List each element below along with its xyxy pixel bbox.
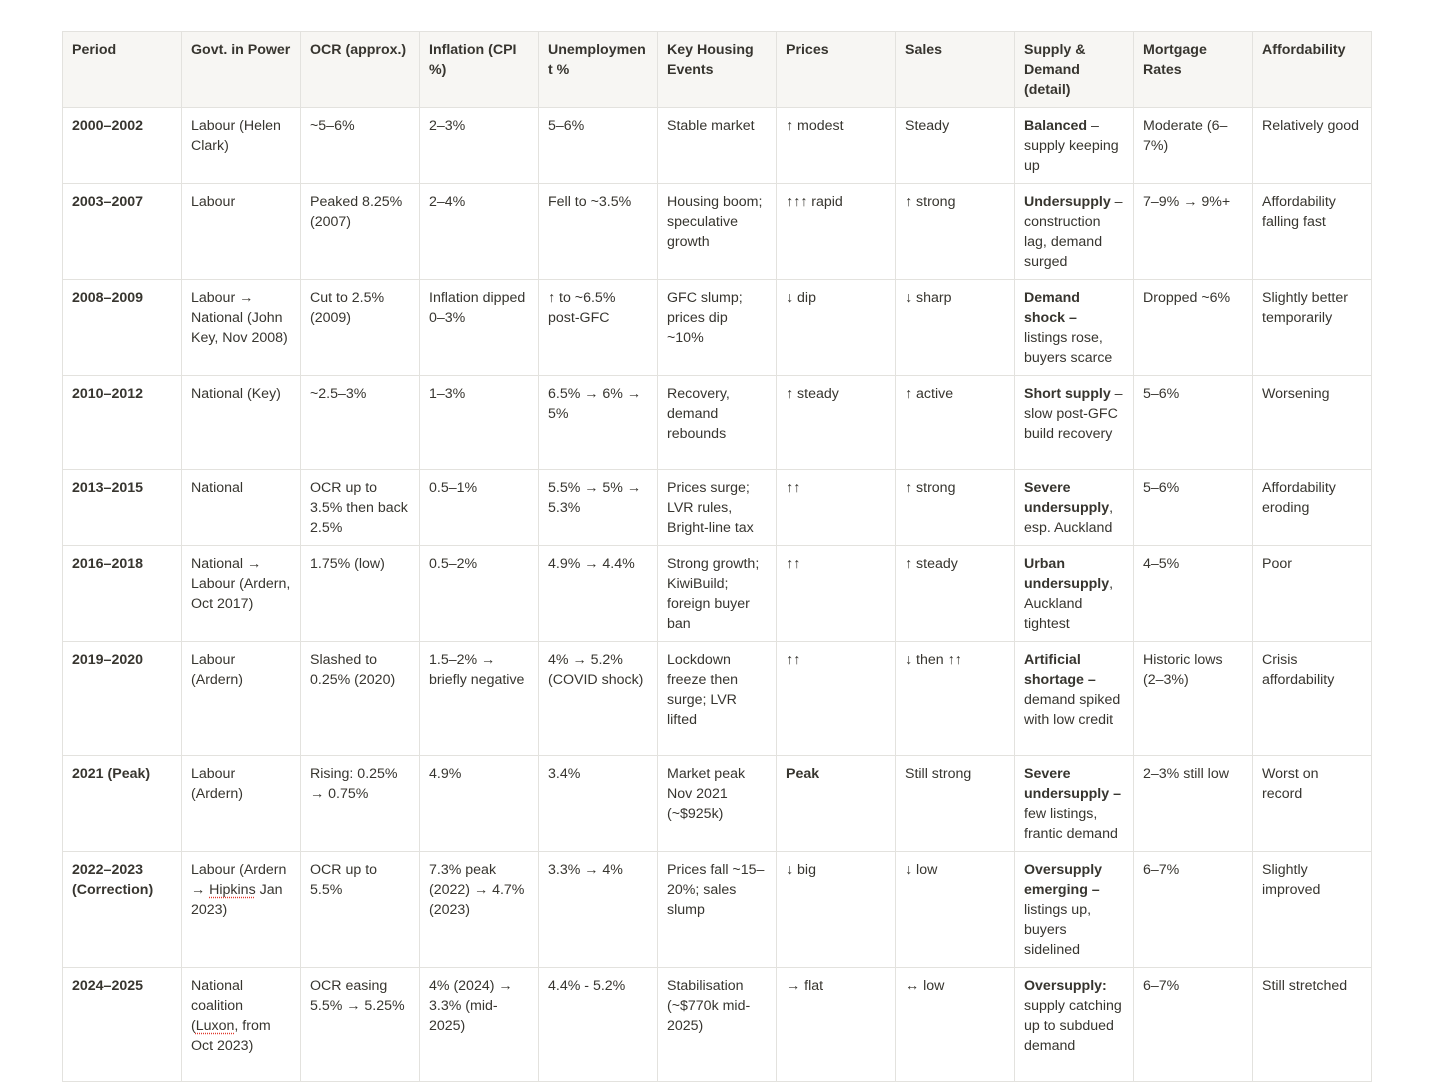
supply-detail-text: – construction lag, demand surged xyxy=(1024,194,1123,270)
cell-events: Housing boom; speculative growth xyxy=(658,184,777,280)
cell-inflation: 2–3% xyxy=(420,108,539,184)
cell-inflation: Inflation dipped 0–3% xyxy=(420,280,539,376)
supply-bold-text: Demand shock – xyxy=(1024,290,1080,326)
header-inflation: Inflation (CPI %) xyxy=(420,32,539,108)
cell-prices: ↑ modest xyxy=(777,108,896,184)
cell-events: GFC slump; prices dip ~10% xyxy=(658,280,777,376)
supply-detail-text: few listings, frantic demand xyxy=(1024,806,1118,842)
header-events: Key Housing Events xyxy=(658,32,777,108)
cell-sales: Still strong xyxy=(896,756,1015,852)
cell-ocr: ~2.5–3% xyxy=(301,376,420,470)
cell-events: Stable market xyxy=(658,108,777,184)
cell-affordability: Worst on record xyxy=(1253,756,1372,852)
supply-bold-text: Oversupply: xyxy=(1024,978,1107,994)
supply-detail-text: supply catching up to subdued demand xyxy=(1024,998,1122,1054)
cell-sales: ↓ sharp xyxy=(896,280,1015,376)
cell-govt: Labour (Ardern) xyxy=(182,756,301,852)
cell-period: 2000–2002 xyxy=(63,108,182,184)
cell-supply-demand xyxy=(1015,756,1134,852)
housing-table-container xyxy=(62,31,1372,1082)
cell-prices: → flat xyxy=(777,968,896,1082)
supply-detail-text: listings rose, buyers scarce xyxy=(1024,330,1113,366)
housing-history-table xyxy=(62,31,1372,1082)
cell-sales: ↑ strong xyxy=(896,470,1015,546)
cell-supply-demand xyxy=(1015,376,1134,470)
table-row xyxy=(63,642,1372,756)
cell-affordability: Affordability eroding xyxy=(1253,470,1372,546)
cell-prices: ↑↑↑ rapid xyxy=(777,184,896,280)
cell-supply-demand xyxy=(1015,852,1134,968)
cell-ocr: Cut to 2.5% (2009) xyxy=(301,280,420,376)
cell-mortgage: 6–7% xyxy=(1134,852,1253,968)
cell-mortgage: 5–6% xyxy=(1134,470,1253,546)
cell-ocr: Rising: 0.25% → 0.75% xyxy=(301,756,420,852)
cell-events: Strong growth; KiwiBuild; foreign buyer ban xyxy=(658,546,777,642)
cell-inflation: 4% (2024) → 3.3% (mid-2025) xyxy=(420,968,539,1082)
cell-unemployment: 3.4% xyxy=(539,756,658,852)
supply-detail-text: , esp. Auckland xyxy=(1024,500,1114,536)
cell-affordability: Still stretched xyxy=(1253,968,1372,1082)
table-row xyxy=(63,470,1372,546)
cell-unemployment: ↑ to ~6.5% post-GFC xyxy=(539,280,658,376)
cell-period: 2008–2009 xyxy=(63,280,182,376)
cell-affordability: Affordability falling fast xyxy=(1253,184,1372,280)
cell-govt: Labour xyxy=(182,184,301,280)
cell-inflation: 0.5–1% xyxy=(420,470,539,546)
cell-govt xyxy=(182,968,301,1082)
cell-unemployment: Fell to ~3.5% xyxy=(539,184,658,280)
cell-events: Prices fall ~15–20%; sales slump xyxy=(658,852,777,968)
cell-mortgage: Historic lows (2–3%) xyxy=(1134,642,1253,756)
cell-sales: ↑ strong xyxy=(896,184,1015,280)
cell-prices xyxy=(777,756,896,852)
cell-sales: ↔ low xyxy=(896,968,1015,1082)
cell-supply-demand xyxy=(1015,968,1134,1082)
cell-affordability: Relatively good xyxy=(1253,108,1372,184)
cell-mortgage: 5–6% xyxy=(1134,376,1253,470)
table-row xyxy=(63,546,1372,642)
header-ocr: OCR (approx.) xyxy=(301,32,420,108)
cell-inflation: 1.5–2% → briefly negative xyxy=(420,642,539,756)
header-supply-demand: Supply & Demand (detail) xyxy=(1015,32,1134,108)
cell-period: 2019–2020 xyxy=(63,642,182,756)
supply-bold-text: Oversupply emerging – xyxy=(1024,862,1103,898)
cell-ocr: OCR up to 3.5% then back 2.5% xyxy=(301,470,420,546)
table-row xyxy=(63,108,1372,184)
supply-bold-text: Urban undersupply xyxy=(1024,556,1110,592)
cell-affordability: Slightly better temporarily xyxy=(1253,280,1372,376)
table-header-row xyxy=(63,32,1372,108)
cell-govt: Labour (Ardern) xyxy=(182,642,301,756)
cell-period: 2003–2007 xyxy=(63,184,182,280)
cell-ocr: ~5–6% xyxy=(301,108,420,184)
supply-detail-text: demand spiked with low credit xyxy=(1024,692,1121,728)
cell-mortgage: 4–5% xyxy=(1134,546,1253,642)
cell-mortgage: 2–3% still low xyxy=(1134,756,1253,852)
cell-inflation: 4.9% xyxy=(420,756,539,852)
govt-text-pre: Labour (Ardern → xyxy=(191,862,287,898)
cell-events: Prices surge; LVR rules, Bright-line tax xyxy=(658,470,777,546)
header-govt: Govt. in Power xyxy=(182,32,301,108)
cell-unemployment: 3.3% → 4% xyxy=(539,852,658,968)
header-mortgage: Mortgage Rates xyxy=(1134,32,1253,108)
cell-ocr: OCR up to 5.5% xyxy=(301,852,420,968)
cell-events: Market peak Nov 2021 (~$925k) xyxy=(658,756,777,852)
govt-name-spellcheck: Luxon xyxy=(195,1018,235,1034)
cell-inflation: 1–3% xyxy=(420,376,539,470)
cell-unemployment: 4.9% → 4.4% xyxy=(539,546,658,642)
cell-govt: National (Key) xyxy=(182,376,301,470)
supply-bold-text: Severe undersupply – xyxy=(1024,766,1121,802)
cell-mortgage: 7–9% → 9%+ xyxy=(1134,184,1253,280)
header-unemployment: Unemployment % xyxy=(539,32,658,108)
cell-supply-demand xyxy=(1015,108,1134,184)
cell-prices: ↓ dip xyxy=(777,280,896,376)
cell-govt: Labour → National (John Key, Nov 2008) xyxy=(182,280,301,376)
cell-mortgage: 6–7% xyxy=(1134,968,1253,1082)
govt-text-pre: National coalition ( xyxy=(191,978,244,1034)
cell-govt: National xyxy=(182,470,301,546)
cell-sales: ↓ then ↑↑ xyxy=(896,642,1015,756)
cell-inflation: 0.5–2% xyxy=(420,546,539,642)
supply-bold-text: Short supply xyxy=(1024,386,1111,402)
table-row xyxy=(63,968,1372,1082)
cell-unemployment: 5.5% → 5% → 5.3% xyxy=(539,470,658,546)
cell-supply-demand xyxy=(1015,546,1134,642)
cell-prices: ↑↑ xyxy=(777,546,896,642)
supply-bold-text: Severe undersupply xyxy=(1024,480,1110,516)
govt-text-post: Jan 2023) xyxy=(191,882,283,918)
cell-unemployment: 5–6% xyxy=(539,108,658,184)
cell-unemployment: 6.5% → 6% → 5% xyxy=(539,376,658,470)
cell-events: Lockdown freeze then surge; LVR lifted xyxy=(658,642,777,756)
cell-govt xyxy=(182,852,301,968)
cell-supply-demand xyxy=(1015,642,1134,756)
table-row xyxy=(63,756,1372,852)
cell-supply-demand xyxy=(1015,184,1134,280)
cell-supply-demand xyxy=(1015,280,1134,376)
supply-detail-text: – slow post-GFC build recovery xyxy=(1024,386,1123,442)
prices-peak-text: Peak xyxy=(786,766,820,782)
cell-supply-demand xyxy=(1015,470,1134,546)
cell-mortgage: Dropped ~6% xyxy=(1134,280,1253,376)
header-period: Period xyxy=(63,32,182,108)
cell-period: 2013–2015 xyxy=(63,470,182,546)
supply-detail-text: listings up, buyers sidelined xyxy=(1024,902,1092,958)
cell-affordability: Poor xyxy=(1253,546,1372,642)
cell-period: 2016–2018 xyxy=(63,546,182,642)
cell-govt: Labour (Helen Clark) xyxy=(182,108,301,184)
cell-ocr: 1.75% (low) xyxy=(301,546,420,642)
table-row xyxy=(63,852,1372,968)
cell-prices: ↑ steady xyxy=(777,376,896,470)
cell-affordability: Crisis affordability xyxy=(1253,642,1372,756)
table-row xyxy=(63,184,1372,280)
govt-text-post: , from Oct 2023) xyxy=(191,1018,271,1054)
cell-unemployment: 4% → 5.2% (COVID shock) xyxy=(539,642,658,756)
cell-events: Stabilisation (~$770k mid-2025) xyxy=(658,968,777,1082)
supply-detail-text: , Auckland tightest xyxy=(1024,576,1114,632)
cell-mortgage: Moderate (6–7%) xyxy=(1134,108,1253,184)
cell-prices: ↑↑ xyxy=(777,642,896,756)
govt-name-spellcheck: Hipkins xyxy=(209,882,256,898)
header-prices: Prices xyxy=(777,32,896,108)
supply-bold-text: Artificial shortage – xyxy=(1024,652,1096,688)
cell-period: 2022–2023 (Correction) xyxy=(63,852,182,968)
cell-prices: ↓ big xyxy=(777,852,896,968)
supply-bold-text: Balanced xyxy=(1024,118,1088,134)
cell-period: 2021 (Peak) xyxy=(63,756,182,852)
supply-detail-text: – supply keeping up xyxy=(1024,118,1119,174)
cell-events: Recovery, demand rebounds xyxy=(658,376,777,470)
cell-ocr: Peaked 8.25% (2007) xyxy=(301,184,420,280)
cell-period: 2010–2012 xyxy=(63,376,182,470)
cell-ocr: OCR easing 5.5% → 5.25% xyxy=(301,968,420,1082)
cell-sales: ↑ active xyxy=(896,376,1015,470)
cell-sales: ↑ steady xyxy=(896,546,1015,642)
cell-unemployment: 4.4% - 5.2% xyxy=(539,968,658,1082)
cell-sales: ↓ low xyxy=(896,852,1015,968)
header-affordability: Affordability xyxy=(1253,32,1372,108)
cell-inflation: 2–4% xyxy=(420,184,539,280)
table-row xyxy=(63,280,1372,376)
cell-ocr: Slashed to 0.25% (2020) xyxy=(301,642,420,756)
cell-period: 2024–2025 xyxy=(63,968,182,1082)
cell-inflation: 7.3% peak (2022) → 4.7% (2023) xyxy=(420,852,539,968)
cell-sales: Steady xyxy=(896,108,1015,184)
header-sales: Sales xyxy=(896,32,1015,108)
supply-bold-text: Undersupply xyxy=(1024,194,1111,210)
cell-affordability: Worsening xyxy=(1253,376,1372,470)
cell-govt: National → Labour (Ardern, Oct 2017) xyxy=(182,546,301,642)
table-row xyxy=(63,376,1372,470)
cell-prices: ↑↑ xyxy=(777,470,896,546)
cell-affordability: Slightly improved xyxy=(1253,852,1372,968)
